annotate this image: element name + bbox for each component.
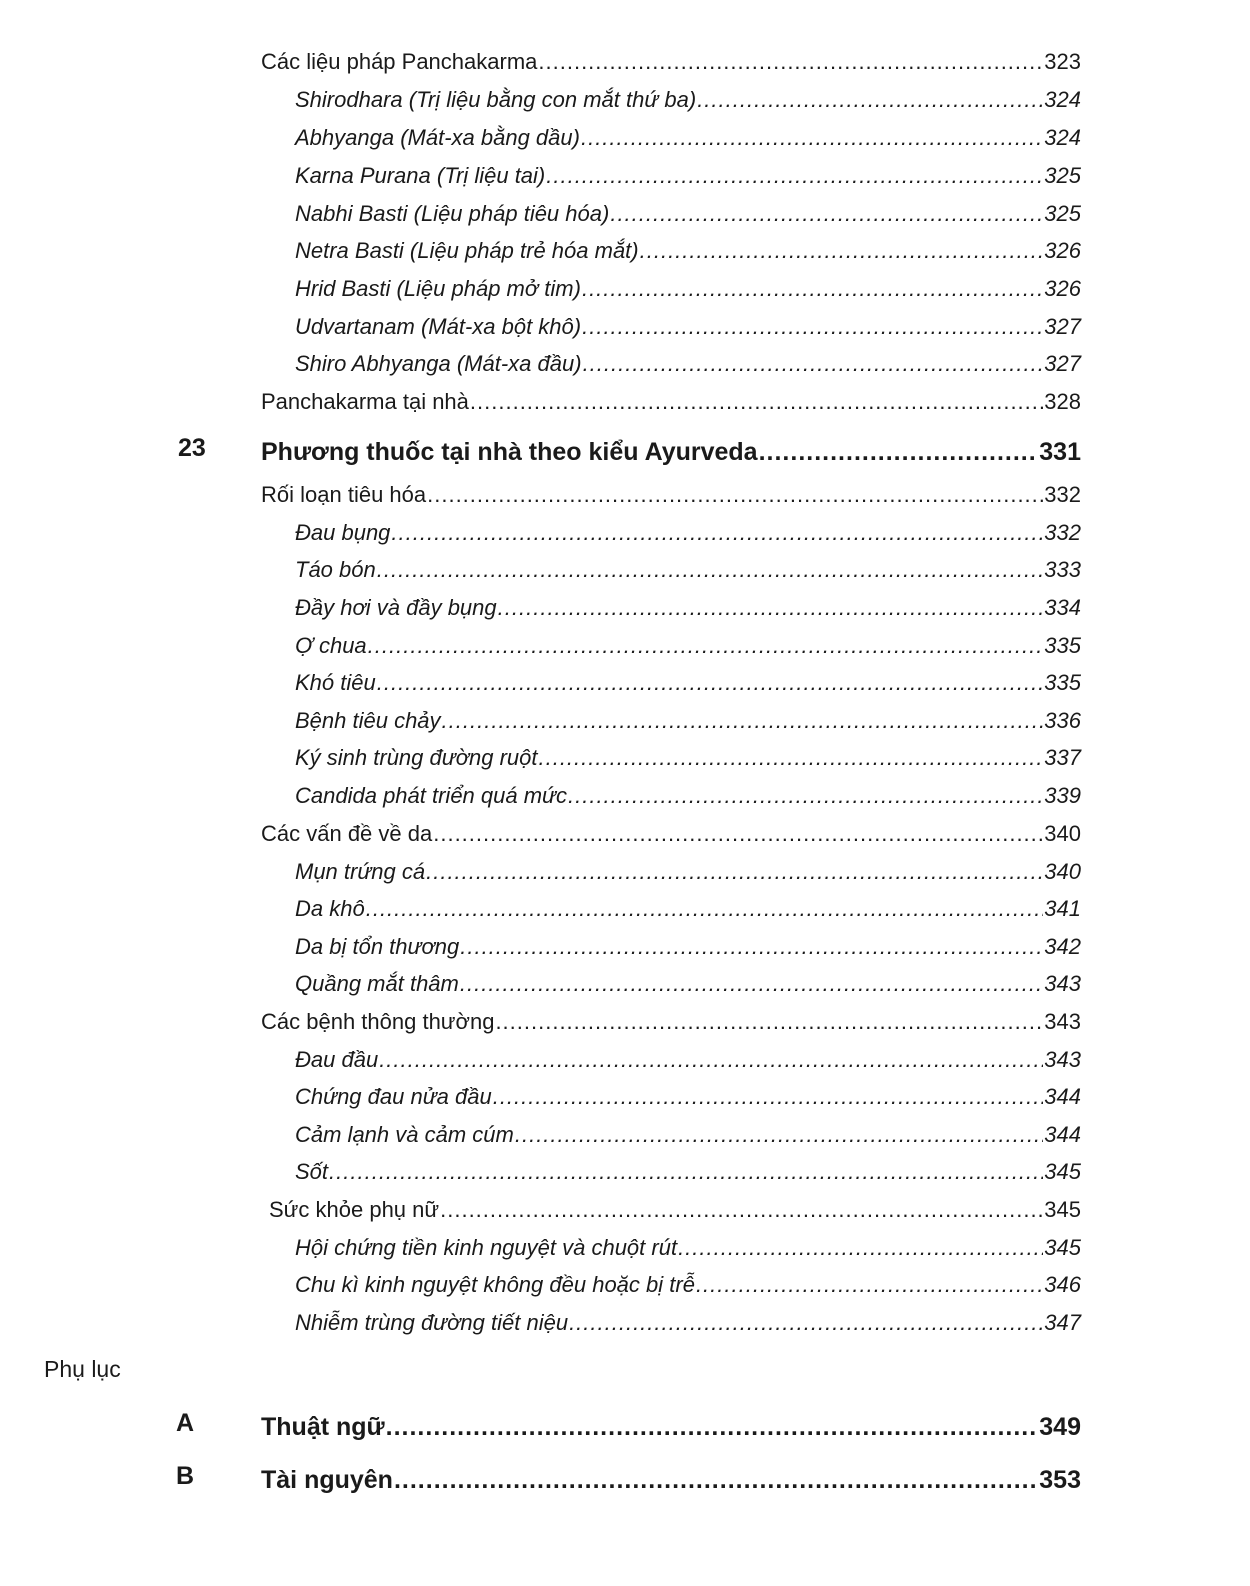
toc-page-number: 328 — [1044, 389, 1081, 414]
toc-entry-title: Ợ chua — [295, 633, 367, 658]
toc-entry-title: Đau đầu — [295, 1047, 379, 1072]
toc-entry-title: Quầng mắt thâm — [295, 971, 459, 996]
toc-page-number: 326 — [1044, 276, 1081, 301]
toc-entry[interactable] — [295, 195, 1081, 227]
dot-leader — [582, 276, 1043, 302]
toc-entry-title: Da khô — [295, 896, 365, 921]
toc-entry-title: Shiro Abhyanga (Mát-xa đầu) — [295, 351, 582, 376]
appendix-entry[interactable] — [176, 1406, 1081, 1442]
toc-entry-title: Netra Basti (Liệu pháp trẻ hóa mắt) — [295, 238, 639, 263]
toc-entry-title: Abhyanga (Mát-xa bằng dầu) — [295, 125, 580, 150]
toc-page-number: 342 — [1044, 934, 1081, 959]
toc-page-number: 343 — [1044, 1047, 1081, 1072]
toc-entry[interactable] — [295, 232, 1081, 264]
toc-entry[interactable] — [295, 551, 1081, 583]
toc-entry-title: Chứng đau nửa đầu — [295, 1084, 492, 1109]
toc-entry-title: Sốt — [295, 1159, 329, 1184]
dot-leader — [696, 1272, 1043, 1298]
toc-page-number: 335 — [1044, 633, 1081, 658]
toc-page-number: 344 — [1044, 1084, 1081, 1109]
toc-entry-title: Các bệnh thông thường — [261, 1009, 495, 1034]
dot-leader — [470, 389, 1043, 415]
toc-entry[interactable] — [295, 627, 1081, 659]
dot-leader — [678, 1235, 1043, 1261]
appendix-heading: Phụ lục — [44, 1356, 121, 1382]
toc-page-number: 323 — [1044, 49, 1081, 74]
dot-leader — [427, 482, 1043, 508]
toc-page-number: 345 — [1044, 1159, 1081, 1184]
toc-page-number: 334 — [1044, 595, 1081, 620]
dot-leader — [498, 595, 1044, 621]
dot-leader — [515, 1122, 1043, 1148]
toc-entry[interactable] — [295, 1116, 1081, 1148]
toc-entry[interactable] — [261, 476, 1081, 508]
dot-leader — [442, 708, 1044, 734]
toc-entry-title: Chu kì kinh nguyệt không đều hoặc bị trễ — [295, 1272, 695, 1297]
toc-entry[interactable] — [295, 1041, 1081, 1073]
toc-entry[interactable] — [295, 514, 1081, 546]
toc-entry[interactable] — [295, 890, 1081, 922]
toc-entry[interactable] — [295, 157, 1081, 189]
appendix-page-number: 353 — [1039, 1466, 1081, 1494]
toc-entry[interactable] — [295, 965, 1081, 997]
toc-entry[interactable] — [295, 1229, 1081, 1261]
toc-entry-title: Panchakarma tại nhà — [261, 389, 469, 414]
dot-leader — [433, 821, 1043, 847]
toc-page-number: 332 — [1044, 520, 1081, 545]
dot-leader — [386, 1413, 1039, 1442]
toc-entry[interactable] — [269, 1191, 1081, 1223]
toc-entry-title: Đầy hơi và đầy bụng — [295, 595, 497, 620]
dot-leader — [379, 1047, 1043, 1073]
dot-leader — [569, 1310, 1043, 1336]
dot-leader — [495, 1009, 1043, 1035]
toc-page-number: 324 — [1044, 87, 1081, 112]
toc-entry[interactable] — [295, 928, 1081, 960]
dot-leader — [697, 87, 1043, 113]
toc-entry-title: Karna Purana (Trị liệu tai) — [295, 163, 546, 188]
toc-page-number: 336 — [1044, 708, 1081, 733]
toc-entry[interactable] — [261, 815, 1081, 847]
dot-leader — [640, 238, 1044, 264]
appendix-title: Tài nguyên — [261, 1466, 393, 1494]
toc-page-number: 325 — [1044, 163, 1081, 188]
appendix-title: Thuật ngữ — [261, 1413, 385, 1441]
toc-entry-title: Đau bụng — [295, 520, 391, 545]
toc-entry-title: Udvartanam (Mát-xa bột khô) — [295, 314, 582, 339]
toc-entry[interactable] — [295, 702, 1081, 734]
dot-leader — [366, 896, 1044, 922]
dot-leader — [391, 520, 1043, 546]
dot-leader — [568, 783, 1043, 809]
dot-leader — [440, 1197, 1043, 1223]
toc-page-number: 333 — [1044, 557, 1081, 582]
toc-page-number: 324 — [1044, 125, 1081, 150]
toc-entry-title: Các vấn đề về da — [261, 821, 433, 846]
dot-leader — [583, 351, 1044, 377]
toc-page-number: 335 — [1044, 670, 1081, 695]
toc-entry[interactable] — [295, 777, 1081, 809]
toc-page-number: 326 — [1044, 238, 1081, 263]
toc-entry[interactable] — [295, 1153, 1081, 1185]
dot-leader — [394, 1466, 1038, 1495]
toc-page-number: 343 — [1044, 971, 1081, 996]
dot-leader — [377, 557, 1044, 583]
toc-entry-title: Bệnh tiêu chảy — [295, 708, 441, 733]
dot-leader — [610, 201, 1043, 227]
dot-leader — [460, 934, 1043, 960]
appendix-entry[interactable] — [176, 1459, 1081, 1495]
toc-page-number: 340 — [1044, 859, 1081, 884]
toc-entry[interactable] — [295, 739, 1081, 771]
toc-entry[interactable] — [295, 1078, 1081, 1110]
dot-leader — [426, 859, 1043, 885]
dot-leader — [581, 125, 1043, 151]
toc-page-number: 325 — [1044, 201, 1081, 226]
toc-page-number: 345 — [1044, 1197, 1081, 1222]
toc-entry[interactable] — [295, 81, 1081, 113]
toc-entry[interactable] — [295, 1304, 1081, 1336]
toc-entry[interactable] — [261, 383, 1081, 415]
toc-entry-title: Khó tiêu — [295, 670, 376, 695]
toc-entry[interactable] — [295, 664, 1081, 696]
toc-entry[interactable] — [261, 1003, 1081, 1035]
appendix-page-number: 349 — [1039, 1413, 1081, 1441]
toc-chapter-entry[interactable] — [178, 431, 1081, 467]
toc-page-number: 343 — [1044, 1009, 1081, 1034]
dot-leader — [329, 1159, 1043, 1185]
toc-entry-title: Sức khỏe phụ nữ — [269, 1197, 440, 1222]
toc-entry[interactable] — [295, 270, 1081, 302]
toc-entry-title: Ký sinh trùng đường ruột — [295, 745, 538, 770]
dot-leader — [546, 163, 1043, 189]
toc-entry-title: Rối loạn tiêu hóa — [261, 482, 427, 507]
toc-page-number: 344 — [1044, 1122, 1081, 1147]
toc-entry[interactable] — [295, 853, 1081, 885]
dot-leader — [759, 438, 1039, 467]
toc-page-number: 340 — [1044, 821, 1081, 846]
toc-entry[interactable] — [295, 308, 1081, 340]
toc-page-number: 332 — [1044, 482, 1081, 507]
toc-entry-title: Phương thuốc tại nhà theo kiểu Ayurveda — [261, 438, 758, 466]
toc-page-number: 327 — [1044, 314, 1081, 339]
dot-leader — [582, 314, 1043, 340]
toc-page-number: 337 — [1044, 745, 1081, 770]
toc-page-number: 339 — [1044, 783, 1081, 808]
appendix-letter: B — [176, 1462, 195, 1490]
toc-entry[interactable] — [295, 345, 1081, 377]
dot-leader — [538, 745, 1043, 771]
toc-entry-title: Nabhi Basti (Liệu pháp tiêu hóa) — [295, 201, 610, 226]
toc-page-number: 341 — [1044, 896, 1081, 921]
toc-page-number: 346 — [1044, 1272, 1081, 1297]
toc-entry-title: Các liệu pháp Panchakarma — [261, 49, 538, 74]
appendix-letter: A — [176, 1409, 195, 1437]
toc-entry[interactable] — [295, 119, 1081, 151]
dot-leader — [368, 633, 1044, 659]
toc-entry[interactable] — [295, 1266, 1081, 1298]
toc-page-number: 331 — [1039, 438, 1081, 466]
toc-entry-title: Táo bón — [295, 557, 376, 582]
dot-leader — [493, 1084, 1044, 1110]
toc-entry-title: Hội chứng tiền kinh nguyệt và chuột rút — [295, 1235, 678, 1260]
toc-entry-title: Hrid Basti (Liệu pháp mở tim) — [295, 276, 581, 301]
toc-entry-title: Nhiễm trùng đường tiết niệu — [295, 1310, 569, 1335]
toc-entry-title: Candida phát triển quá mức — [295, 783, 567, 808]
dot-leader — [377, 670, 1044, 696]
toc-entry-title: Shirodhara (Trị liệu bằng con mắt thứ ba) — [295, 87, 697, 112]
dot-leader — [460, 971, 1043, 997]
toc-page-number: 345 — [1044, 1235, 1081, 1260]
dot-leader — [538, 49, 1043, 75]
toc-page-number: 347 — [1044, 1310, 1081, 1335]
chapter-number: 23 — [178, 434, 206, 462]
toc-entry-title: Mụn trứng cá — [295, 859, 426, 884]
toc-entry[interactable] — [295, 589, 1081, 621]
toc-entry-title: Cảm lạnh và cảm cúm — [295, 1122, 514, 1147]
toc-page-number: 327 — [1044, 351, 1081, 376]
toc-entry[interactable] — [261, 43, 1081, 75]
toc-entry-title: Da bị tổn thương — [295, 934, 460, 959]
